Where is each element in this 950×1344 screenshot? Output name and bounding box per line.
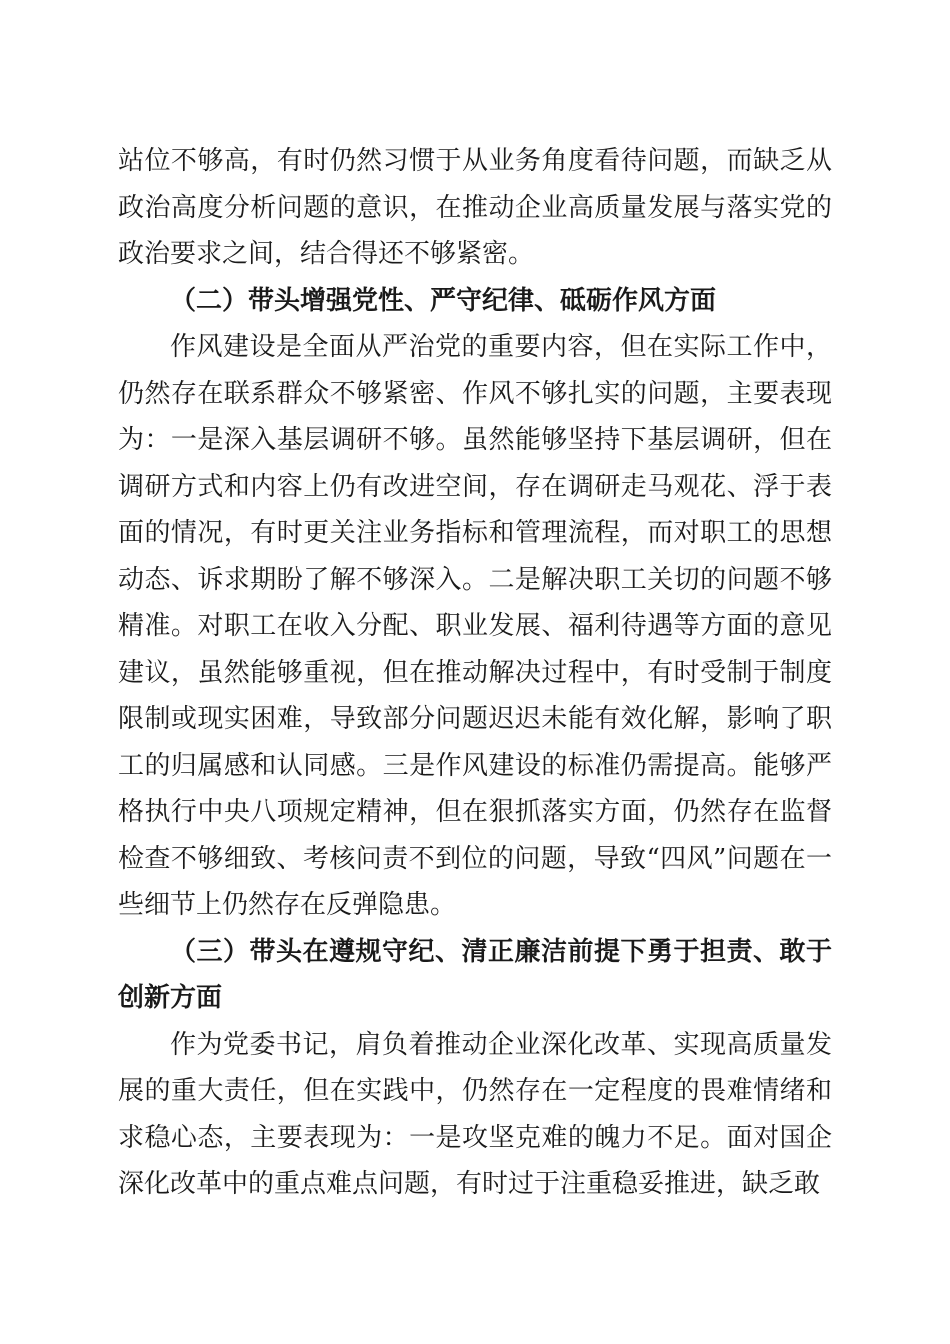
section-heading-2: （二）带头增强党性、严守纪律、砥砺作风方面 bbox=[170, 285, 717, 316]
document-body bbox=[118, 138, 832, 1208]
paragraph-responsibility: 作为党委书记，肩负着推动企业深化改革、实现高质量发展的重大责任，但在实践中，仍然存在一定程度的畏难情绪和求稳心态，主要表现为：一是攻坚克难的魄力不足。面对国企深化改革中的重点难点问题，有时过于注重稳妥推进，缺乏敢 bbox=[118, 1029, 832, 1199]
paragraph-continued: 站位不够高，有时仍然习惯于从业务角度看待问题，而缺乏从政治高度分析问题的意识，在推动企业高质量发展与落实党的政治要求之间，结合得还不够紧密。 bbox=[118, 146, 832, 269]
paragraph-work-style: 作风建设是全面从严治党的重要内容，但在实际工作中，仍然存在联系群众不够紧密、作风不够扎实的问题，主要表现为：一是深入基层调研不够。虽然能够坚持下基层调研，但在调研方式和内容上仍有改进空间，存在调研走马观花、浮于表面的情况，有时更关注业务指标和管理流程，而对职工的思想动态、诉求期盼了解不够深入。二是解决职工关切的问题不够精准。对职工在收入分配、职业发展、福利待遇等方面的意见建议，虽然能够重视，但在推动解决过程中，有时受制于制度限制或现实困难，导致部分问题迟迟未能有效化解，影响了职工的归属感和认同感。三是作风建设的标准仍需提高。能够严格执行中央八项规定精神，但在狠抓落实方面，仍然存在监督检查不够细致、考核问责不到位的问题，导致“四风”问题在一些细节上仍然存在反弹隐患。 bbox=[118, 332, 832, 920]
section-heading-3: （三）带头在遵规守纪、清正廉洁前提下勇于担责、敢于创新方面 bbox=[118, 936, 832, 1013]
